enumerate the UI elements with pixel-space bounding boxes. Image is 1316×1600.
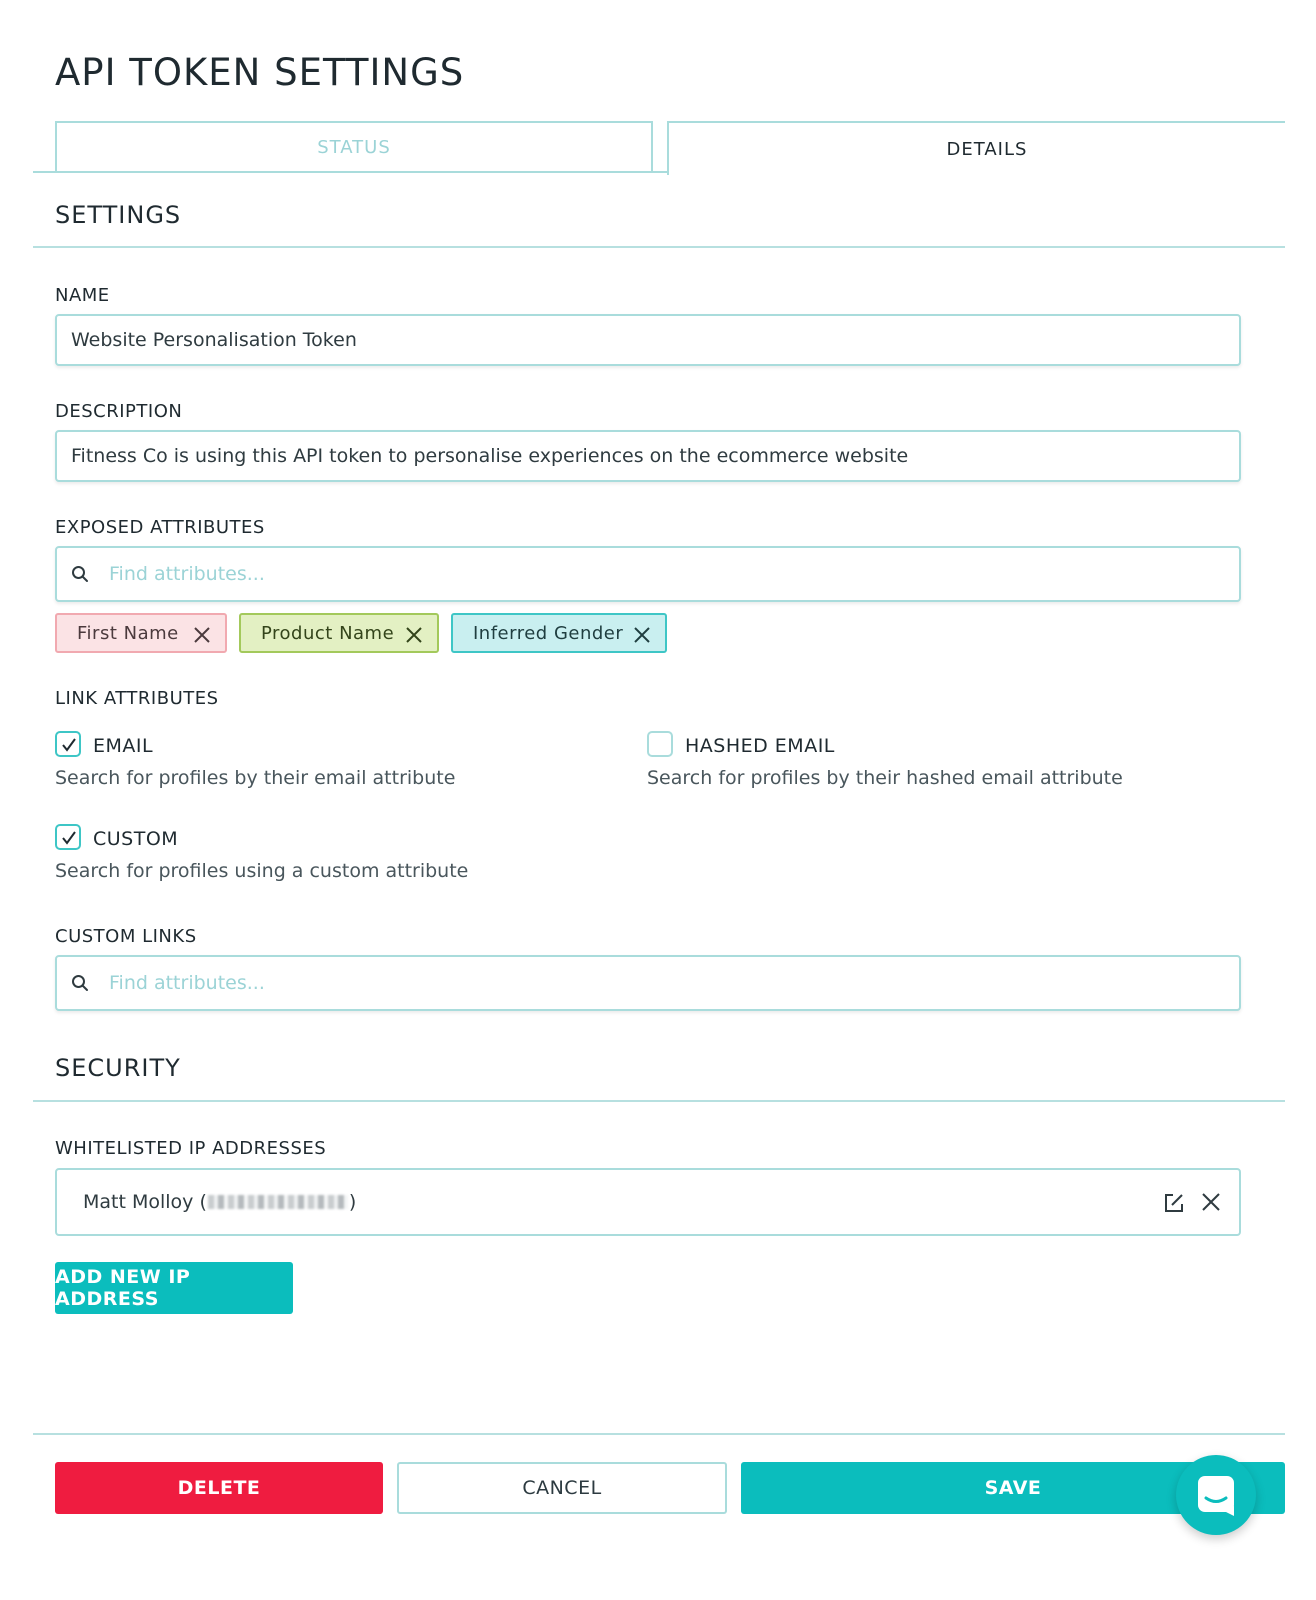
exposed-attributes-placeholder: Find attributes...: [109, 563, 265, 585]
ip-entry-close-paren: ): [348, 1191, 357, 1213]
chat-icon: [1196, 1474, 1236, 1516]
save-button[interactable]: SAVE: [741, 1462, 1285, 1514]
email-label: EMAIL: [93, 735, 154, 757]
settings-panel: [33, 33, 1285, 1565]
chip-inferred-gender: [451, 613, 667, 653]
name-input[interactable]: [55, 314, 1241, 366]
exposed-attributes-search-input[interactable]: [55, 546, 1241, 602]
add-ip-address-button[interactable]: ADD NEW IP ADDRESS: [55, 1262, 293, 1314]
close-icon[interactable]: [405, 626, 423, 644]
chip-label: Inferred Gender: [473, 622, 624, 644]
chip-first-name: [55, 613, 227, 653]
name-input-value: Website Personalisation Token: [71, 329, 357, 351]
tab-details[interactable]: DETAILS: [667, 121, 1285, 175]
cancel-button[interactable]: CANCEL: [397, 1462, 727, 1514]
custom-label: CUSTOM: [93, 828, 179, 850]
security-heading: SECURITY: [55, 1054, 181, 1082]
delete-button[interactable]: DELETE: [55, 1462, 383, 1514]
chip-product-name: [239, 613, 439, 653]
check-icon: [60, 736, 78, 754]
hashed-email-checkbox[interactable]: [647, 731, 673, 757]
tab-status[interactable]: STATUS: [55, 121, 653, 173]
name-label: NAME: [55, 285, 110, 306]
custom-links-placeholder: Find attributes...: [109, 972, 265, 994]
exposed-attributes-label: EXPOSED ATTRIBUTES: [55, 517, 265, 538]
whitelisted-ip-label: WHITELISTED IP ADDRESSES: [55, 1138, 327, 1159]
search-icon: [71, 974, 89, 992]
edit-icon[interactable]: [1163, 1192, 1185, 1214]
hashed-email-label: HASHED EMAIL: [685, 735, 835, 757]
description-input[interactable]: [55, 430, 1241, 482]
description-label: DESCRIPTION: [55, 401, 183, 422]
custom-description: Search for profiles using a custom attribute: [55, 860, 469, 882]
link-attributes-label: LINK ATTRIBUTES: [55, 688, 219, 709]
search-icon: [71, 565, 89, 583]
close-icon[interactable]: [1201, 1192, 1221, 1212]
settings-divider: [33, 246, 1285, 248]
chat-launcher-button[interactable]: [1176, 1455, 1256, 1535]
page-title: API TOKEN SETTINGS: [55, 51, 465, 94]
description-input-value: Fitness Co is using this API token to personalise experiences on the ecommerce website: [71, 445, 909, 467]
redacted-ip-address: [208, 1195, 348, 1209]
close-icon[interactable]: [193, 626, 211, 644]
chip-label: First Name: [77, 622, 179, 644]
check-icon: [60, 829, 78, 847]
email-checkbox[interactable]: [55, 731, 81, 757]
footer-divider: [33, 1433, 1285, 1435]
custom-checkbox[interactable]: [55, 824, 81, 850]
chip-label: Product Name: [261, 622, 395, 644]
hashed-email-description: Search for profiles by their hashed email attribute: [647, 767, 1123, 789]
ip-entry-name: Matt Molloy (: [83, 1191, 207, 1213]
custom-links-search-input[interactable]: [55, 955, 1241, 1011]
settings-heading: SETTINGS: [55, 201, 182, 229]
close-icon[interactable]: [633, 626, 651, 644]
custom-links-label: CUSTOM LINKS: [55, 926, 197, 947]
email-description: Search for profiles by their email attribute: [55, 767, 456, 789]
ip-address-row: [55, 1168, 1241, 1236]
security-divider: [33, 1100, 1285, 1102]
